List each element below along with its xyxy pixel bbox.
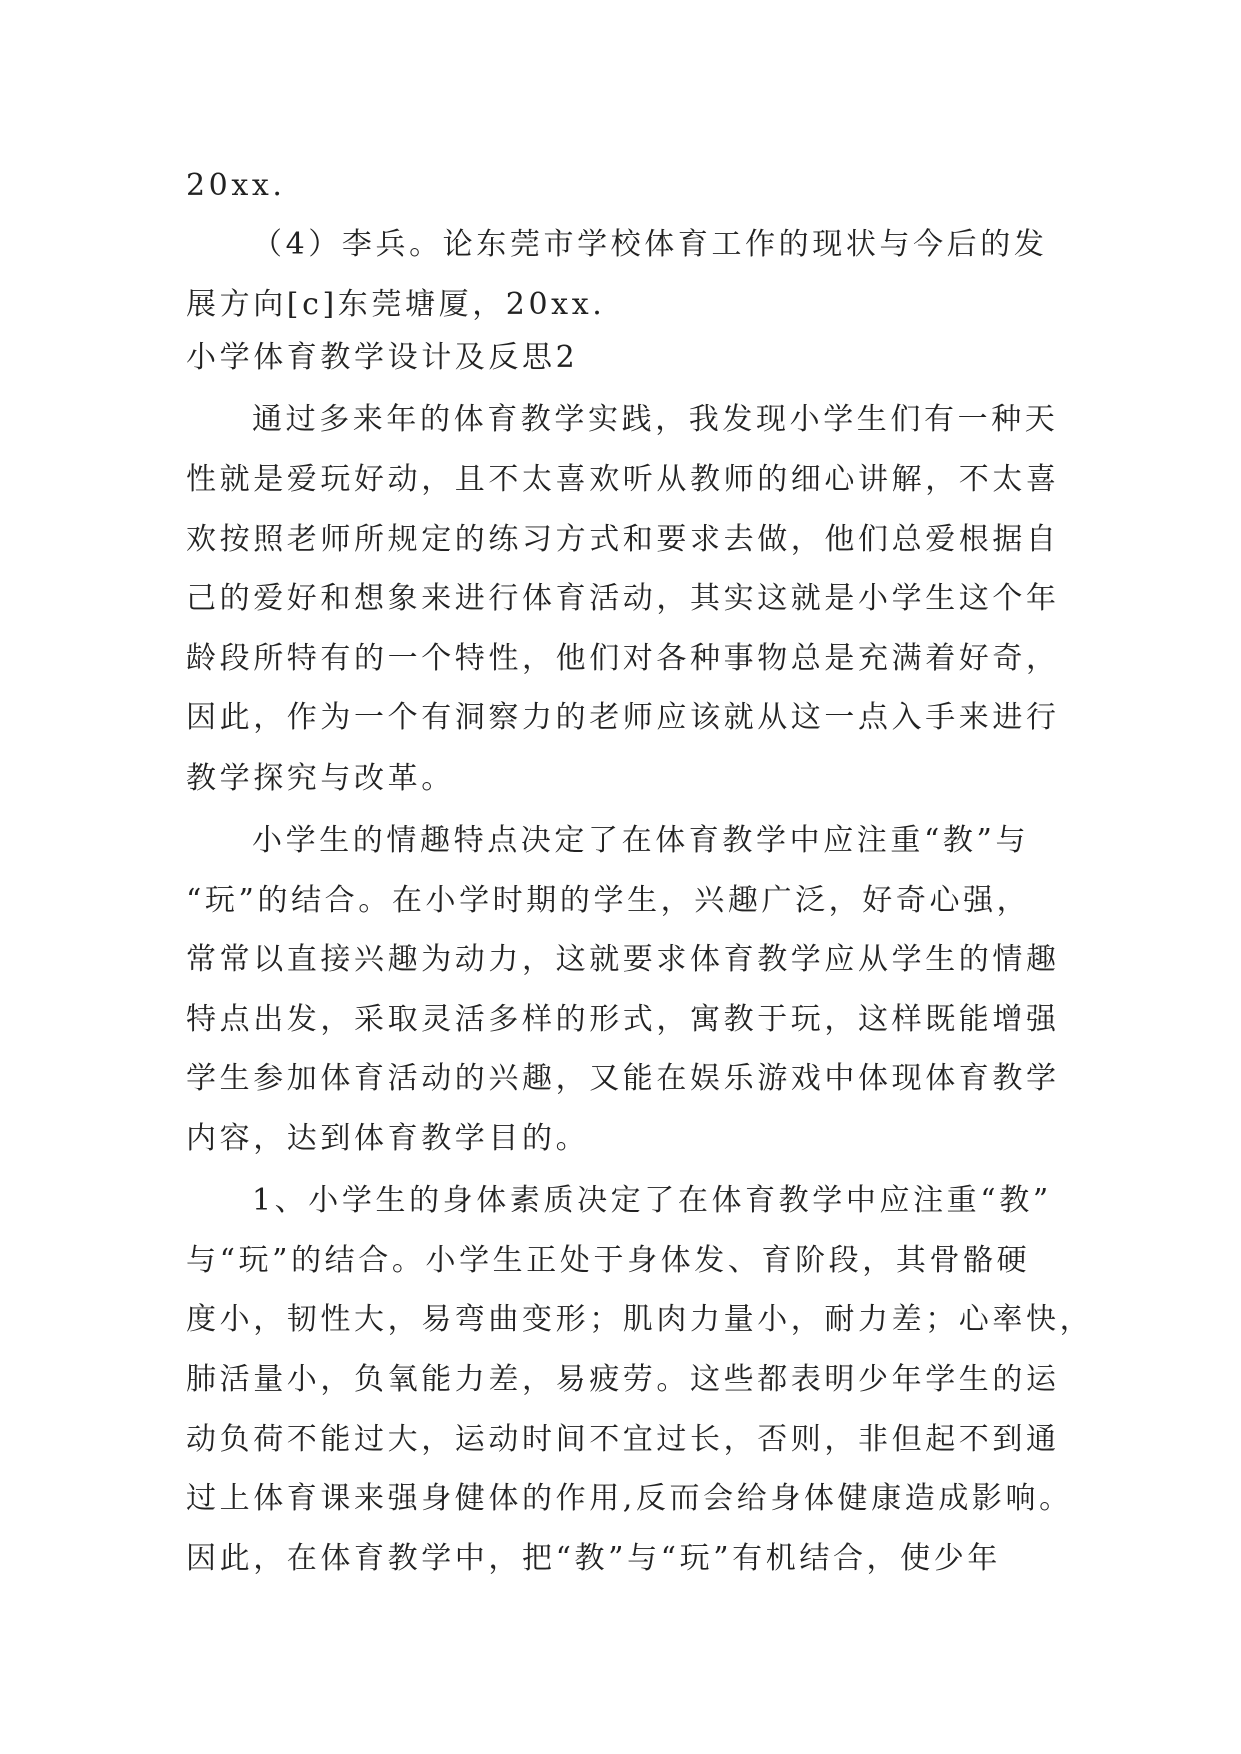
paragraph-line: 小学生的情趣特点决定了在体育教学中应注重“教”与 (252, 823, 1030, 858)
paragraph-line: 肺活量小，负氧能力差，易疲劳。这些都表明少年学生的运 (186, 1362, 1060, 1397)
paragraph-line: 常常以直接兴趣为动力，这就要求体育教学应从学生的情趣 (186, 942, 1060, 977)
text-line: 20xx. (186, 168, 286, 203)
paragraph-line: 特点出发，采取灵活多样的形式，寓教于玩，这样既能增强 (186, 1002, 1060, 1037)
paragraph-line: “玩”的结合。在小学时期的学生，兴趣广泛，好奇心强， (186, 883, 1031, 918)
paragraph-line: 己的爱好和想象来进行体育活动，其实这就是小学生这个年 (186, 581, 1060, 616)
text-line: 展方向[c]东莞塘厦，20xx. (186, 287, 606, 322)
paragraph-line: 度小，韧性大，易弯曲变形；肌肉力量小，耐力差；心率快， (186, 1302, 1094, 1337)
paragraph-line: 性就是爱玩好动，且不太喜欢听从教师的细心讲解，不太喜 (186, 462, 1060, 497)
paragraph-line: 过上体育课来强身健体的作用,反而会给身体健康造成影响。 (186, 1481, 1073, 1516)
paragraph-line: 内容，达到体育教学目的。 (186, 1121, 590, 1156)
paragraph-line: 1、小学生的身体素质决定了在体育教学中应注重“教” (252, 1183, 1052, 1218)
section-title: 小学体育教学设计及反思2 (186, 340, 579, 375)
paragraph-line: 动负荷不能过大，运动时间不宜过长，否则，非但起不到通 (186, 1422, 1060, 1457)
reference-item: （4）李兵。论东莞市学校体育工作的现状与今后的发 (252, 227, 1048, 262)
paragraph-line: 通过多来年的体育教学实践，我发现小学生们有一种天 (252, 402, 1059, 437)
paragraph-line: 因此，作为一个有洞察力的老师应该就从这一点入手来进行 (186, 700, 1060, 735)
paragraph-line: 学生参加体育活动的兴趣，又能在娱乐游戏中体现体育教学 (186, 1061, 1060, 1096)
paragraph-line: 与“玩”的结合。小学生正处于身体发、育阶段，其骨骼硬 (186, 1243, 1031, 1278)
paragraph-line: 教学探究与改革。 (186, 761, 455, 796)
paragraph-line: 欢按照老师所规定的练习方式和要求去做，他们总爱根据自 (186, 522, 1060, 557)
paragraph-line: 龄段所特有的一个特性，他们对各种事物总是充满着好奇， (186, 641, 1060, 676)
paragraph-line: 因此，在体育教学中，把“教”与“玩”有机结合，使少年 (186, 1541, 1001, 1576)
